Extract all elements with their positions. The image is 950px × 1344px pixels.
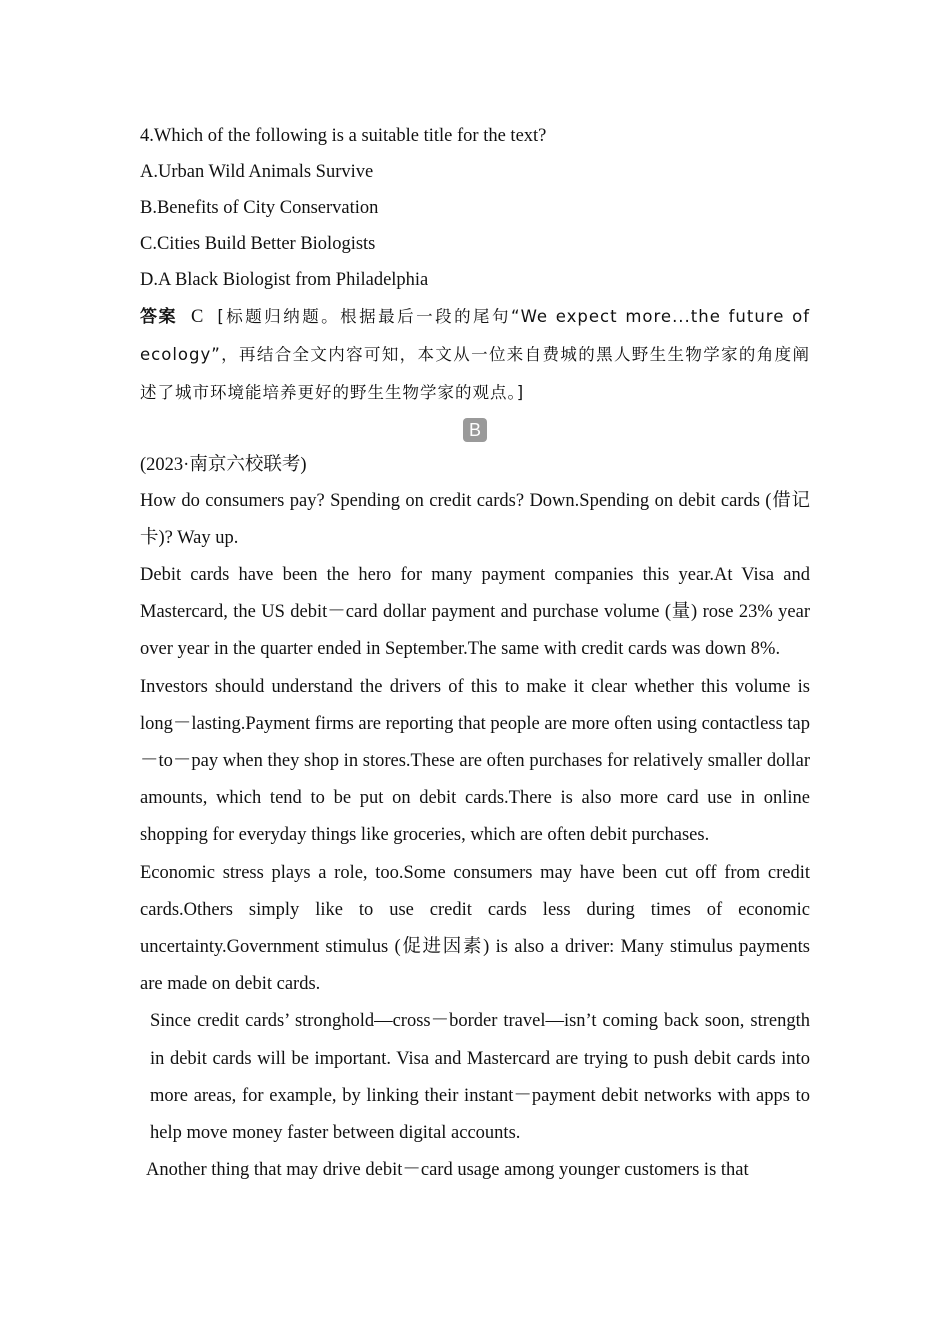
passage-source: (2023·南京六校联考) (140, 454, 307, 475)
option-b: B.Benefits of City Conservation (140, 198, 379, 218)
answer-explanation: [标题归纳题。根据最后一段的尾句“We expect more...the future of ecology”，再结合全文内容可知，本文从一位来自费城的黑人野生生物学家的角度阐述了城市环境能培养更好的野生生物学家的观点。] (140, 307, 811, 403)
passage-paragraph-1: How do consumers pay? Spending on credit cards? Down.Spending on debit cards (借记卡)? Way up. (140, 490, 810, 548)
answer-label: 答案 (140, 307, 177, 327)
option-a: A.Urban Wild Animals Survive (140, 162, 374, 182)
option-c: C.Cities Build Better Biologists (140, 234, 376, 254)
passage-paragraph-4: Economic stress plays a role, too.Some consumers may have been cut off from credit cards.Others simply like to use credit cards less during times of economic uncertainty.Government stimulus (促进因素) is also a driver: Many stimulus payments are made on debit cards. (140, 862, 810, 995)
passage-paragraph-6: Another thing that may drive debit－card usage among younger customers is that (146, 1160, 749, 1181)
passage-paragraph-2: Debit cards have been the hero for many payment companies this year.At Visa and Mastercard, the US debit－card dollar payment and purchase volume (量) rose 23% year over year in the quarter ended in September.The same with credit cards was down 8%. (140, 565, 810, 660)
section-badge-row (140, 413, 810, 447)
document-page (140, 118, 810, 1189)
answer-block (140, 298, 810, 413)
section-badge: B (463, 418, 487, 442)
answer-letter: C (190, 307, 204, 327)
passage-paragraph-5: Since credit cards’ stronghold—cross－border travel—isn’t coming back soon, strength in debit cards will be important. Visa and Mastercard are trying to push debit cards into more areas, for example, by linking their instant－payment debit networks with apps to help move money faster between digital accounts. (150, 1011, 810, 1144)
passage-paragraph-3: Investors should understand the drivers of this to make it clear whether this volume is long－lasting.Payment firms are reporting that people are more often using contactless tap－to－pay when they shop in stores.These are often purchases for relatively smaller dollar amounts, which tend to be put on debit cards.There is also more card use in online shopping for everyday things like groceries, which are often debit purchases. (140, 676, 810, 846)
question-stem: 4.Which of the following is a suitable title for the text? (140, 126, 547, 146)
option-d: D.A Black Biologist from Philadelphia (140, 270, 429, 290)
